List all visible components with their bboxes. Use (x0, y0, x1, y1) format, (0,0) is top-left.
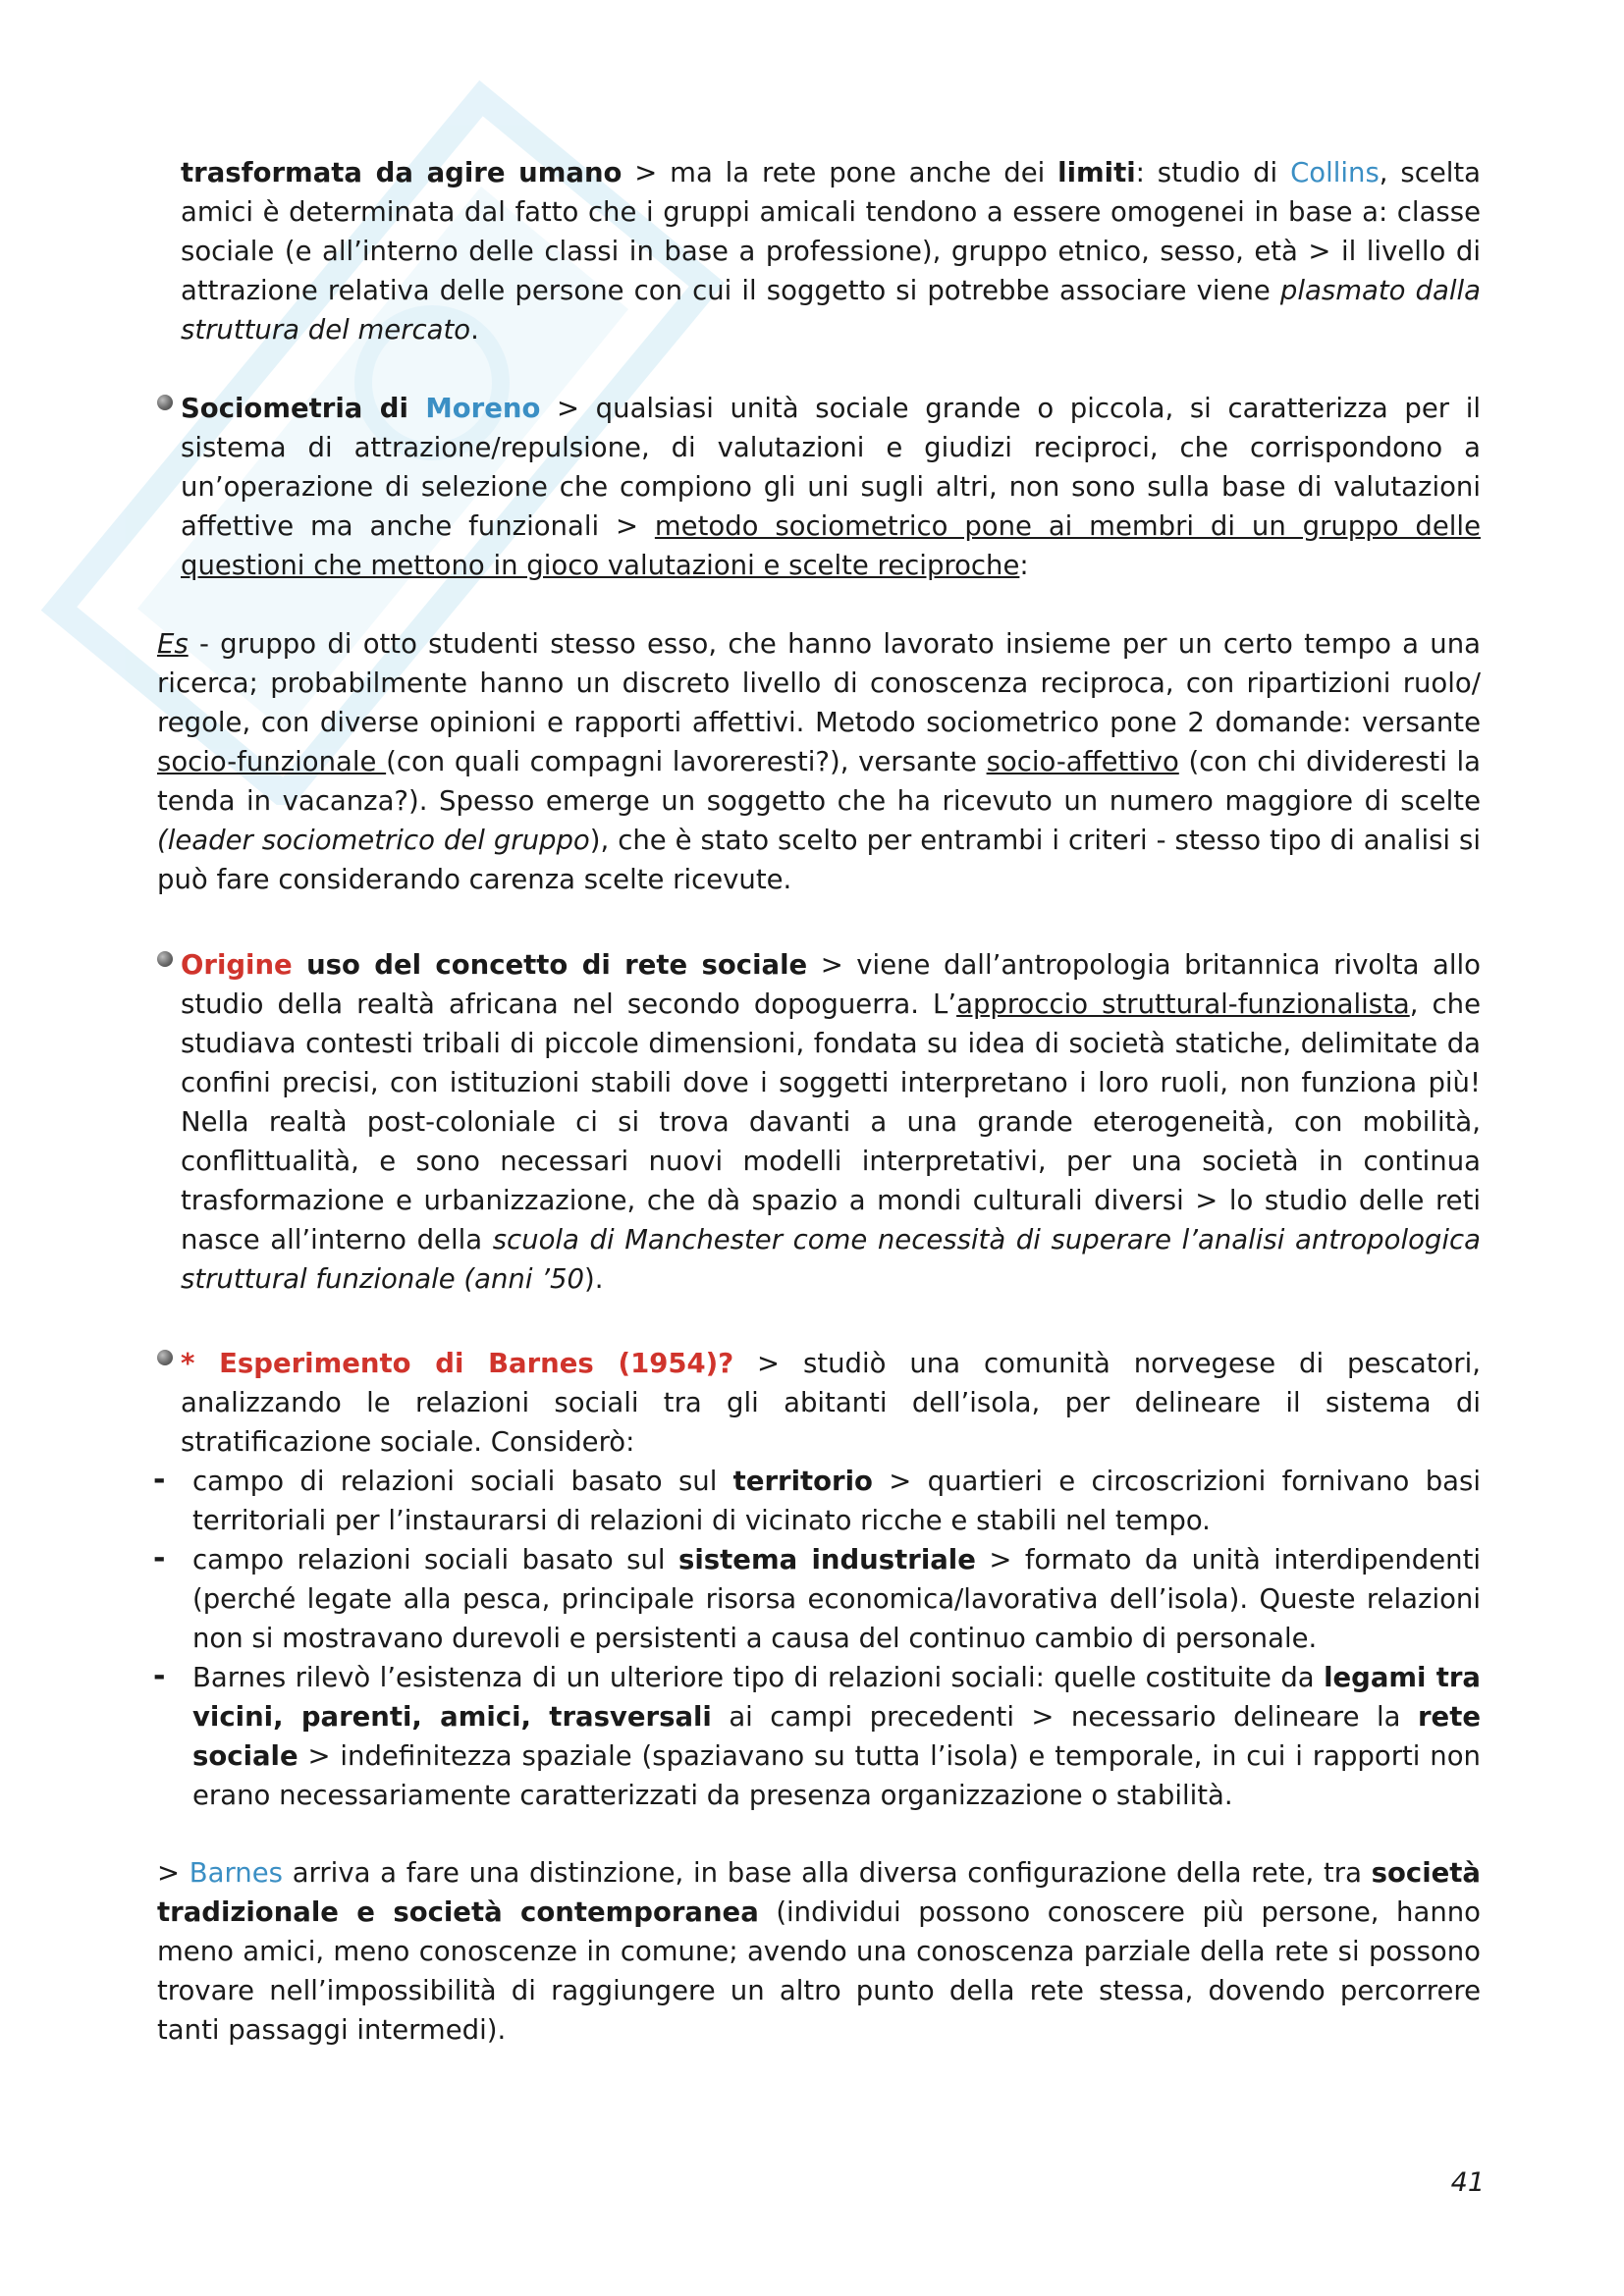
paragraph-example: Es - gruppo di otto studenti stesso esso, che hanno lavorato insieme per un certo tempo a una ricerca; probabilmente hanno un discreto livello di conoscenza reciproca, con ripartizioni ruolo/ regole, con diverse opinioni e rapporti affettivi. Metodo sociometrico pone 2 domande: versante socio-funzionale (con quali compagni lavoreresti?), versante socio-affettivo (con chi divideresti la tenda in vacanza?). Spesso emerge un soggetto che ha ricevuto un numero maggiore di scelte (leader sociometrico del gruppo), che è stato scelto per entrambi i criteri - stesso tipo di analisi si può fare considerando carenza scelte ricevute. (157, 628, 1481, 895)
list-item-territorio: campo di relazioni sociali basato sul territorio > quartieri e circoscrizioni fornivano basi territoriali per l’instaurarsi di relazioni di vicinato ricche e stabili nel tempo. (192, 1466, 1481, 1536)
paragraph-conclusion: > Barnes arriva a fare una distinzione, in base alla diversa configurazione della rete, tra società tradizionale e società contemporanea (individui possono conoscere più persone, hanno meno amici, meno conoscenze in comune; avendo una conoscenza parziale della rete si possono trovare nell’impossibilità di raggiungere un altro punto della rete stessa, dovendo percorrere tanti passaggi intermedi). (157, 1857, 1481, 2046)
bullet-icon (157, 951, 173, 967)
paragraph-collins: trasformata da agire umano > ma la rete pone anche dei limiti: studio di Collins, scelta amici è determinata dal fatto che i gruppi amicali tendono a essere omogenei in base a: classe sociale (e all’interno delle classi in base a professione), gruppo etnico, sesso, età > il livello di attrazione relativa delle persone con cui il soggetto si potrebbe associare viene plasmato dalla struttura del mercato. (181, 157, 1482, 346)
paragraph-origine: Origine uso del concetto di rete sociale > viene dall’antropologia britannica rivolta allo studio della realtà africana nel secondo dopoguerra. L’approccio struttural-funzionalista, che studiava contesti tribali di piccole dimensioni, fondata su idea di società statiche, delimitate da confini precisi, con istituzioni stabili dove i soggetti interpretano i loro ruoli, non funziona più! Nella realtà post-coloniale ci si trova davanti a una grande eterogeneità, con mobilità, conflittualità, e sono necessari nuovi modelli interpretativi, per una società in continua trasformazione e urbanizzazione, che dà spazio a mondi culturali diversi > lo studio delle reti nasce all’interno della scuola di Manchester come necessità di superare l’analisi antropologica struttural funzionale (anni ’50). (181, 949, 1481, 1295)
list-item-legami: Barnes rilevò l’esistenza di un ulteriore tipo di relazioni sociali: quelle costituite da legami tra vicini, parenti, amici, trasversali ai campi precedenti > necessario delineare la rete sociale > indefinitezza spaziale (spaziavano su tutta l’isola) e temporale, in cui i rapporti non erano necessariamente caratterizzati da presenza organizzazione o stabilità. (192, 1662, 1481, 1811)
dash-bullet: - (153, 1659, 166, 1693)
page-number: 41 (1450, 2167, 1485, 2198)
bullet-icon (157, 395, 173, 410)
list-item-industriale: campo relazioni sociali basato sul sistema industriale > formato da unità interdipendenti (perché legate alla pesca, principale risorsa economica/lavorativa dell’isola). Queste relazioni non si mostravano durevoli e persistenti a causa del continuo cambio di personale. (192, 1544, 1481, 1654)
paragraph-barnes: * Esperimento di Barnes (1954)? > studiò una comunità norvegese di pescatori, analizzando le relazioni sociali tra gli abitanti dell’isola, per delineare il sistema di stratificazione sociale. Considerò: (181, 1348, 1481, 1458)
bullet-icon (157, 1350, 173, 1365)
paragraph-sociometria: Sociometria di Moreno > qualsiasi unità sociale grande o piccola, si caratterizza per il sistema di attrazione/repulsione, di valutazioni e giudizi reciproci, che corrispondono a un’operazione di selezione che compiono gli uni sugli altri, non sono sulla base di valutazioni affettive ma anche funzionali > metodo sociometrico pone ai membri di un gruppo delle questioni che mettono in gioco valutazioni e scelte reciproche: (181, 393, 1481, 581)
dash-bullet: - (153, 1463, 166, 1497)
dash-bullet: - (153, 1541, 166, 1575)
